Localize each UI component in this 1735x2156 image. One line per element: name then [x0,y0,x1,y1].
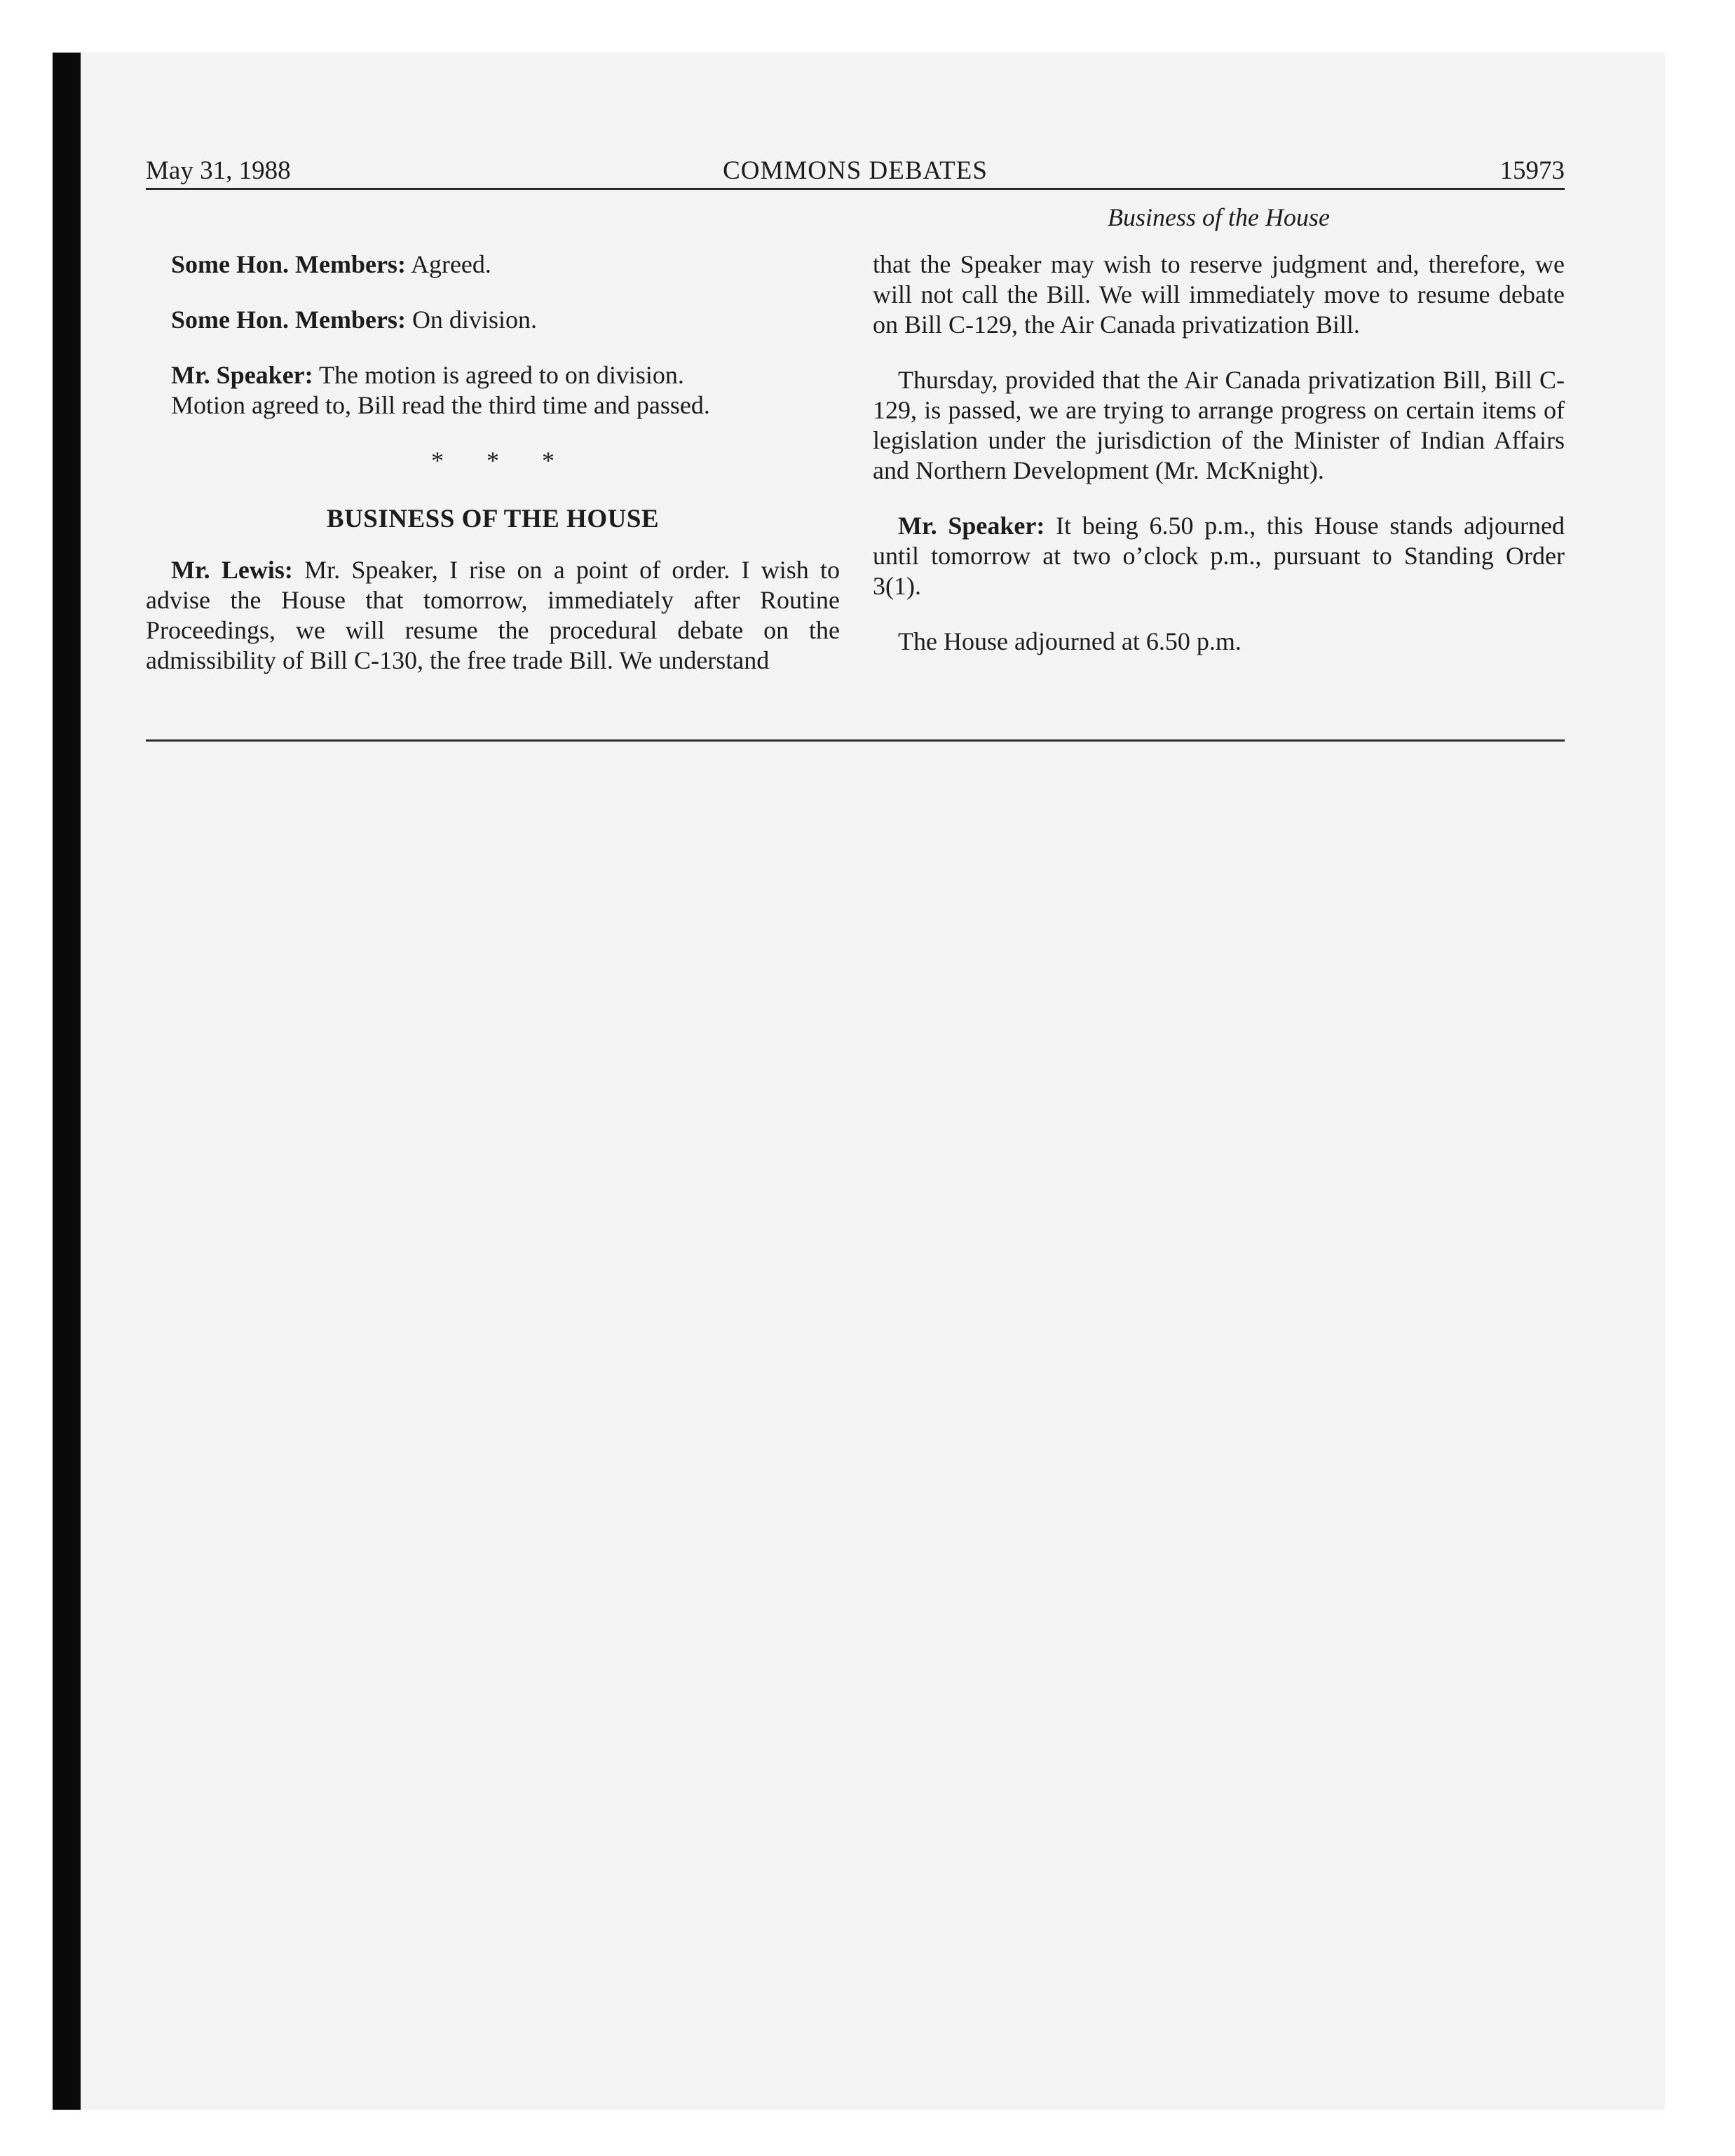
paragraph-text: Agreed. [405,250,491,278]
section-separator: * * * [431,446,573,475]
right-column [873,250,1565,657]
paragraph-speaker-adjourned [873,511,1565,601]
speaker-label: Mr. Lewis: [171,556,293,584]
header-page-number: 15973 [1499,156,1565,185]
running-head: Business of the House [1108,203,1330,231]
paragraph-text: On division. [405,306,537,334]
paragraph-text: that the Speaker may wish to reserve judgment and, therefore, we will not call the Bill. We will immediately move to resume debate on Bill C-129, the Air Canada privatization Bill. [873,250,1565,339]
page-header [146,151,1565,190]
speaker-label: Some Hon. Members: [171,306,406,334]
speaker-label: Some Hon. Members: [171,250,406,278]
header-title: COMMONS DEBATES [723,156,988,185]
section-heading: BUSINESS OF THE HOUSE [326,505,660,533]
paragraph-text: The motion is agreed to on division. [313,361,684,389]
paragraph-some-hon-members-division [146,305,840,335]
paragraph-mr-lewis [146,555,840,676]
speaker-label: Mr. Speaker: [898,512,1045,540]
paragraph-text: Motion agreed to, Bill read the third time and passed. [171,391,710,419]
paragraph-text: It being 6.50 p.m., this House stands adjourned until tomorrow at two o’clock p.m., pursuant to Standing Order 3(1). [873,512,1565,600]
paragraph-text: Thursday, provided that the Air Canada privatization Bill, Bill C-129, is passed, we are trying to arrange progress on certain items of legislation under the jurisdiction of the Minister of Indian Affairs and Northern Development (Mr. McKnight). [873,366,1565,484]
paragraph-continuation [873,250,1565,340]
paragraph-speaker-motion [146,360,840,390]
paragraph-some-hon-members-agreed [146,250,840,280]
paragraph-thursday [873,365,1565,486]
paragraph-motion-agreed [146,390,840,421]
paragraph-house-adjourned [873,627,1565,657]
header-date: May 31, 1988 [146,156,291,185]
paragraph-text: Mr. Speaker, I rise on a point of order. I wish to advise the House that tomorrow, immediately after Routine Proceedings, we will resume the procedural debate on the admissibility of Bill C-130, the free trade Bill. We understand [146,556,841,674]
left-column [146,250,840,676]
speaker-label: Mr. Speaker: [171,361,313,389]
scan-edge-bar [53,53,81,2110]
bottom-rule [146,739,1565,742]
paragraph-text: The House adjourned at 6.50 p.m. [898,627,1241,655]
